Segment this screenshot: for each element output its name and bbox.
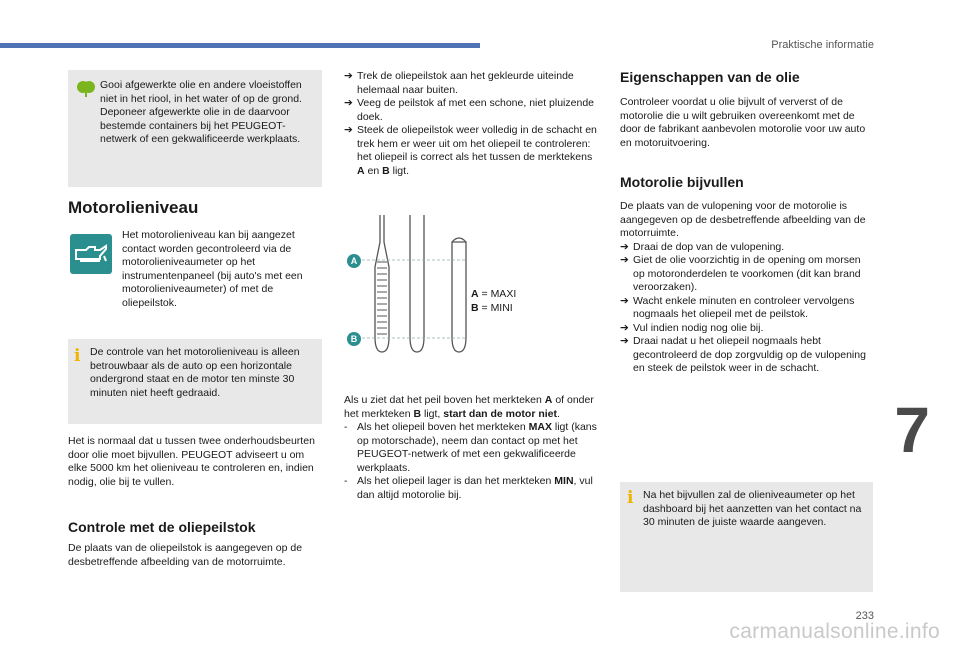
step-text: Trek de oliepeilstok aan het gekleurde uiteinde helemaal naar buiten. — [357, 70, 574, 96]
info-note-text: De controle van het motorolieniveau is alleen betrouwbaar als de auto op een horizontale ondergrond staat en de motor ten minste 30 minuten niet heeft gedraaid. — [90, 346, 300, 399]
legend-b — [471, 302, 561, 316]
arrow-bullet-icon: ➔ — [620, 335, 629, 347]
arrow-bullet-icon: ➔ — [620, 240, 629, 253]
marker-a-label: A — [350, 256, 358, 266]
legend-a-value: = MAXI — [481, 288, 517, 300]
legend-b-key: B — [471, 301, 479, 314]
header-accent-bar — [0, 43, 480, 48]
case-2-text: Als het oliepeil lager is dan het merkteken — [357, 475, 552, 487]
oil-level-intro: Het motorolieniveau kan bij aangezet contact worden gecontroleerd via de motorolieniveaumeter op het instrumentenpaneel (bij auto's met een motorolieniveaumeter) of met de oliepeilstok. — [122, 229, 303, 309]
case-2-post: , vul dan altijd motorolie bij. — [357, 475, 593, 501]
dipstick-steps — [344, 70, 598, 178]
dipstick-text: De plaats van de oliepeilstok is aangegeven op de desbetreffende afbeelding van de motorruimte. — [68, 542, 303, 568]
case-1-text: Als het oliepeil boven het merkteken — [357, 421, 526, 433]
oil-refill-title: Motorolie bijvullen — [620, 174, 744, 190]
refill-step: Giet de olie voorzichtig in de opening om morsen op motoronderdelen te voorkomen (dit kan brand veroorzaken). — [633, 254, 861, 293]
result-text-2: of onder het merkteken — [344, 394, 594, 420]
list-item — [620, 254, 875, 295]
info-icon: i — [74, 346, 81, 366]
result-end: . — [557, 407, 560, 420]
step-text: Steek de oliepeilstok weer volledig in de schacht en trek hem er weer uit om het oliepeil te controleren: het oliepeil is correct als het tussen de merktekens — [357, 124, 597, 163]
oil-properties-text: Controleer voordat u olie bijvult of ververst of de motorolie die u wilt gebruiken overeenkomt met de door de fabrikant aanbevolen motorolie voor uw auto en motoruitvoering. — [620, 96, 866, 149]
list-item — [344, 97, 598, 124]
arrow-bullet-icon: ➔ — [620, 321, 629, 334]
oil-refill-intro: De plaats van de vulopening voor de motorolie is aangegeven op de desbetreffende afbeelding van de motorruimte. — [620, 200, 866, 239]
level-result-text — [344, 394, 598, 502]
chapter-number: 7 — [894, 394, 930, 466]
arrow-bullet-icon: ➔ — [344, 97, 353, 109]
dipstick-legend — [471, 288, 561, 315]
result-warning: start dan de motor niet — [443, 407, 558, 420]
section-name: Praktische informatie — [771, 39, 874, 51]
page-number: 233 — [855, 610, 874, 622]
dipstick-title: Controle met de oliepeilstok — [68, 519, 256, 535]
step-text-and: en — [367, 164, 380, 177]
info-icon: i — [627, 488, 634, 508]
step-text-end: ligt. — [392, 164, 409, 177]
refill-info-text: Na het bijvullen zal de olieniveaumeter op het dashboard bij het aanzetten van het contact na 30 minuten de juiste waarde aangeven. — [643, 489, 862, 528]
marker-a-badge — [347, 254, 361, 268]
legend-b-value: = MINI — [481, 301, 513, 314]
case-1-post: ligt (kans op motorschade), neem dan contact op met het PEUGEOT-netwerk of met een gekwalificeerde werkplaats. — [357, 421, 597, 474]
arrow-bullet-icon: ➔ — [344, 70, 353, 82]
dash-bullet: - — [344, 421, 348, 433]
marker-ref-b: B — [382, 164, 390, 177]
dash-bullet: - — [344, 475, 348, 487]
eco-note-text: Gooi afgewerkte olie en andere vloeistoffen niet in het riool, in het water of op de grond. Deponeer afgewerkte olie in de daarvoor bestemde containers bij het PEUGEOT-netwerk of een gekwalificeerde werkplaats. — [100, 79, 302, 145]
section-title-oil-level: Motorolieniveau — [68, 198, 199, 217]
list-item — [344, 475, 598, 502]
result-marker-a: A — [544, 394, 553, 406]
arrow-bullet-icon: ➔ — [344, 124, 353, 136]
refill-step: Wacht enkele minuten en controleer vervolgens nogmaals het oliepeil met de peilstok. — [633, 294, 855, 320]
list-item — [344, 124, 598, 178]
list-item — [620, 335, 875, 376]
oil-can-icon — [70, 234, 112, 274]
step-text: Veeg de peilstok af met een schone, niet pluizende doek. — [357, 97, 594, 123]
legend-a-key: A — [471, 288, 479, 300]
refill-step: Draai de dop van de vulopening. — [633, 240, 785, 253]
case-2-key: MIN — [554, 475, 574, 487]
oil-consumption-text: Het is normaal dat u tussen twee onderhoudsbeurten door olie moet bijvullen. PEUGEOT adviseert u om elke 5000 km het olieniveau te controleren en, indien nodig, olie bij te vullen. — [68, 435, 315, 488]
result-text-1: Als u ziet dat het peil boven het merkteken — [344, 394, 542, 406]
list-item — [344, 421, 598, 475]
list-item — [344, 70, 598, 97]
refill-step: Vul indien nodig nog olie bij. — [633, 321, 764, 334]
watermark: carmanualsonline.info — [729, 620, 940, 643]
result-marker-b: B — [413, 407, 422, 420]
oil-level-icon-box — [70, 234, 112, 274]
marker-b-label: B — [350, 334, 358, 344]
oil-properties-title: Eigenschappen van de olie — [620, 69, 800, 85]
result-text-3: ligt, — [423, 407, 441, 420]
marker-ref-a: A — [357, 164, 365, 177]
case-1-key: MAX — [528, 421, 552, 433]
list-item — [620, 241, 875, 255]
refill-step: Draai nadat u het oliepeil nogmaals hebt gecontroleerd de dop zorgvuldig op de vulopening en steek de peilstok weer in de schacht. — [633, 335, 866, 374]
list-item — [620, 322, 875, 336]
legend-a — [471, 288, 561, 302]
arrow-bullet-icon: ➔ — [620, 254, 629, 266]
leaf-icon — [76, 78, 96, 98]
oil-refill-section — [620, 200, 875, 376]
list-item — [620, 295, 875, 322]
marker-b-badge — [347, 332, 361, 346]
arrow-bullet-icon: ➔ — [620, 294, 629, 307]
